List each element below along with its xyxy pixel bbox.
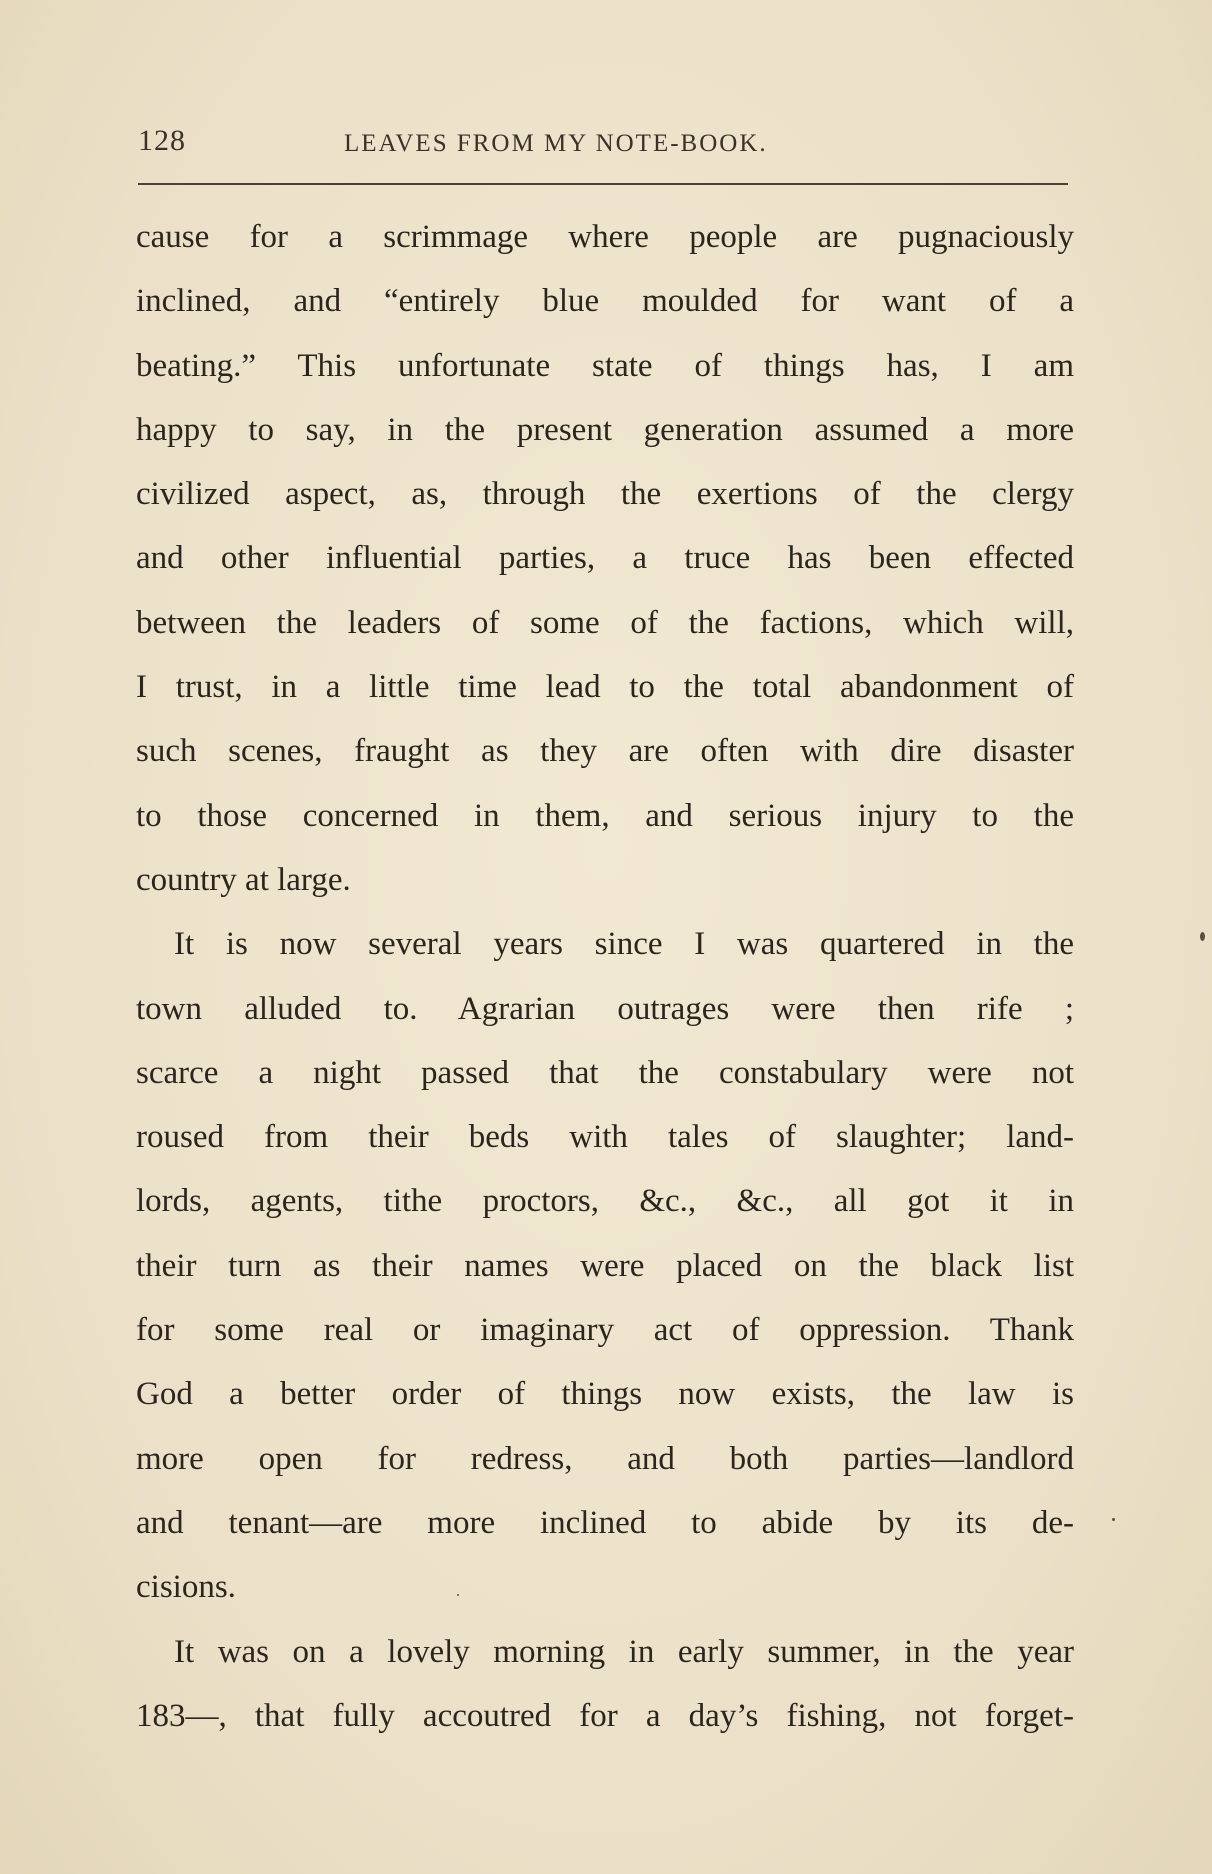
text-line: cause for a scrimmage where people are pugnaciously	[136, 219, 1074, 255]
text-line: I trust, in a little time lead to the total abandonment of	[136, 669, 1074, 706]
paper-speck	[1112, 1518, 1115, 1521]
text-line: for some real or imaginary act of oppression. Thank	[136, 1312, 1074, 1349]
text-line: beating.” This unfortunate state of things has, I am	[136, 347, 1074, 384]
text-line: roused from their beds with tales of slaughter; land-	[136, 1119, 1074, 1156]
paragraph-end-line: country at large.	[136, 861, 351, 898]
running-title: LEAVES FROM MY NOTE-BOOK.	[344, 130, 768, 157]
text-line: scarce a night passed that the constabulary were not	[136, 1054, 1074, 1091]
text-line: 183—, that fully accoutred for a day’s fishing, not forget-	[136, 1697, 1074, 1734]
text-line: to those concerned in them, and serious injury to the	[136, 797, 1074, 834]
text-line: God a better order of things now exists, the law is	[136, 1376, 1074, 1413]
text-line: and tenant—are more inclined to abide by its de-	[136, 1504, 1074, 1541]
text-line: happy to say, in the present generation assumed a more	[136, 411, 1074, 448]
paragraph-start-line: It is now several years since I was quartered in the	[174, 926, 1074, 963]
body-text	[136, 205, 1074, 1748]
paper-speck	[457, 1594, 459, 1596]
paper-speck	[1200, 932, 1205, 941]
paragraph-start-line: It was on a lovely morning in early summer, in the year	[174, 1633, 1074, 1670]
running-head	[138, 124, 1068, 164]
text-line: civilized aspect, as, through the exertions of the clergy	[136, 476, 1074, 513]
text-line: lords, agents, tithe proctors, &c., &c., all got it in	[136, 1183, 1074, 1220]
text-line: their turn as their names were placed on the black list	[136, 1247, 1074, 1284]
page-number: 128	[138, 124, 186, 157]
text-line: and other influential parties, a truce has been effected	[136, 540, 1074, 577]
text-line: more open for redress, and both parties—landlord	[136, 1440, 1074, 1477]
paragraph-end-line: cisions.	[136, 1569, 236, 1606]
header-rule	[138, 183, 1068, 185]
text-line: inclined, and “entirely blue moulded for want of a	[136, 283, 1074, 320]
text-line: between the leaders of some of the factions, which will,	[136, 604, 1074, 641]
text-line: town alluded to. Agrarian outrages were then rife ;	[136, 990, 1074, 1027]
text-line: such scenes, fraught as they are often with dire disaster	[136, 733, 1074, 770]
